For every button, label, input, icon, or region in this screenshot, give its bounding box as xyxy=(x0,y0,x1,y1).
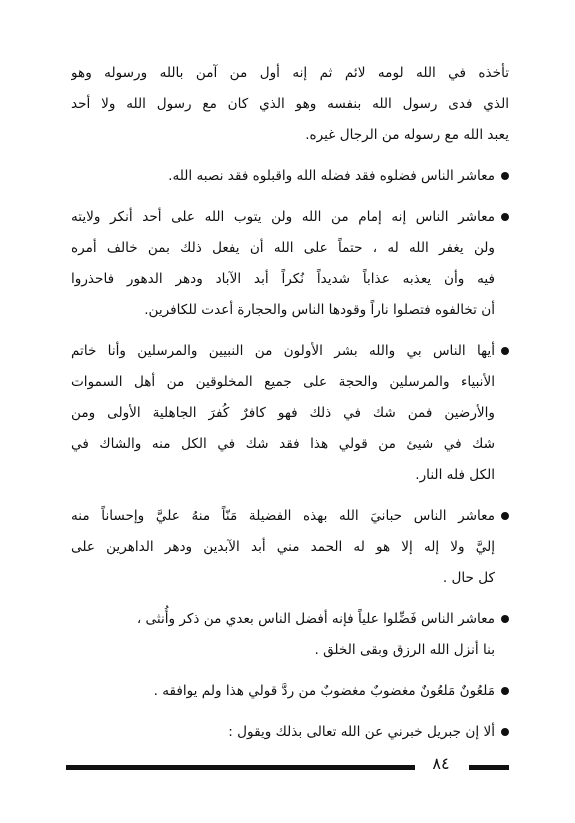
bullet-line: الأنبياء والمرسلين والحجة على جميع المخلوقين من أهل السموات xyxy=(71,374,495,390)
bullet-line: أن تخالفوه فتصلوا ناراً وقودها الناس والحجارة أعدت للكافرين. xyxy=(144,302,495,318)
bullet-icon xyxy=(501,172,509,180)
bullet-item xyxy=(71,501,509,594)
page-footer xyxy=(66,754,509,774)
intro-paragraph xyxy=(71,58,509,151)
bullet-line: إليَّ ولا إله إلا هو له الحمد مني أبد الآبدين ودهر الداهرين على xyxy=(71,539,495,555)
bullet-line: الكل فله النار. xyxy=(415,467,495,483)
bullet-item xyxy=(71,161,509,192)
bullet-line: مَلعُونٌ مَلعُونٌ مغضوبٌ مغضوبٌ من ردَّ قولي هذا ولم يوافقه . xyxy=(153,683,495,699)
bullet-line: فيه وأن يعذبه عذاباً شديداً نُكراً أبد الآباد ودهر الدهور فاحذروا xyxy=(71,271,495,287)
bullet-item xyxy=(71,604,509,666)
bullet-icon xyxy=(501,687,509,695)
bullet-icon xyxy=(501,728,509,736)
page-text xyxy=(71,58,509,758)
intro-line: يعبد الله مع رسوله من الرجال غيره. xyxy=(305,127,509,143)
bullet-item xyxy=(71,336,509,491)
intro-line: الذي فدى رسول الله بنفسه وهو الذي كان مع رسول الله ولا أحد xyxy=(71,96,509,112)
bullet-item xyxy=(71,717,509,748)
bullet-list xyxy=(71,161,509,748)
bullet-item xyxy=(71,676,509,707)
bullet-item xyxy=(71,202,509,326)
bullet-icon xyxy=(501,347,509,355)
bullet-icon xyxy=(501,213,509,221)
page-number: ٨٤ xyxy=(432,754,450,773)
bullet-line: ألا إن جبريل خبرني عن الله تعالى بذلك ويقول : xyxy=(228,724,495,740)
bullet-icon xyxy=(501,512,509,520)
footer-rule xyxy=(66,765,415,770)
bullet-line: معاشر الناس إنه إمام من الله ولن يتوب الله على أحد أنكر ولايته xyxy=(71,209,495,225)
intro-line: تأخذه في الله لومه لائم ثم إنه أول من آمن بالله ورسوله وهو xyxy=(71,65,509,81)
bullet-line: ولن يغفر الله له ، حتماً على الله أن يفعل ذلك بمن خالف أمره xyxy=(71,240,495,256)
bullet-line: معاشر الناس فضلوه فقد فضله الله واقبلوه فقد نصبه الله. xyxy=(168,168,495,184)
footer-rule-end xyxy=(469,765,509,770)
bullet-line: معاشر الناس فَضِّلوا علياً فإنه أفضل الناس بعدي من ذكر وأُنثى ، xyxy=(136,611,495,627)
bullet-line: معاشر الناس حبانيَ الله بهذه الفضيلة مَنّاً منهُ عليَّ وإحساناً منه xyxy=(71,508,495,524)
bullet-line: شك في شيئ من قولي هذا فقد شك في الكل منه والشاك في xyxy=(71,436,495,452)
bullet-line: والأرضين فمن شك في ذلك فهو كافرٌ كُفرَ الجاهلية الأولى ومن xyxy=(71,405,495,421)
bullet-line: أيها الناس بي والله بشر الأولون من النبيين والمرسلين وأنا خاتم xyxy=(71,343,495,359)
bullet-line: بنا أنزل الله الرزق وبقى الخلق . xyxy=(314,642,495,658)
bullet-icon xyxy=(501,615,509,623)
bullet-line: كل حال . xyxy=(442,570,495,586)
